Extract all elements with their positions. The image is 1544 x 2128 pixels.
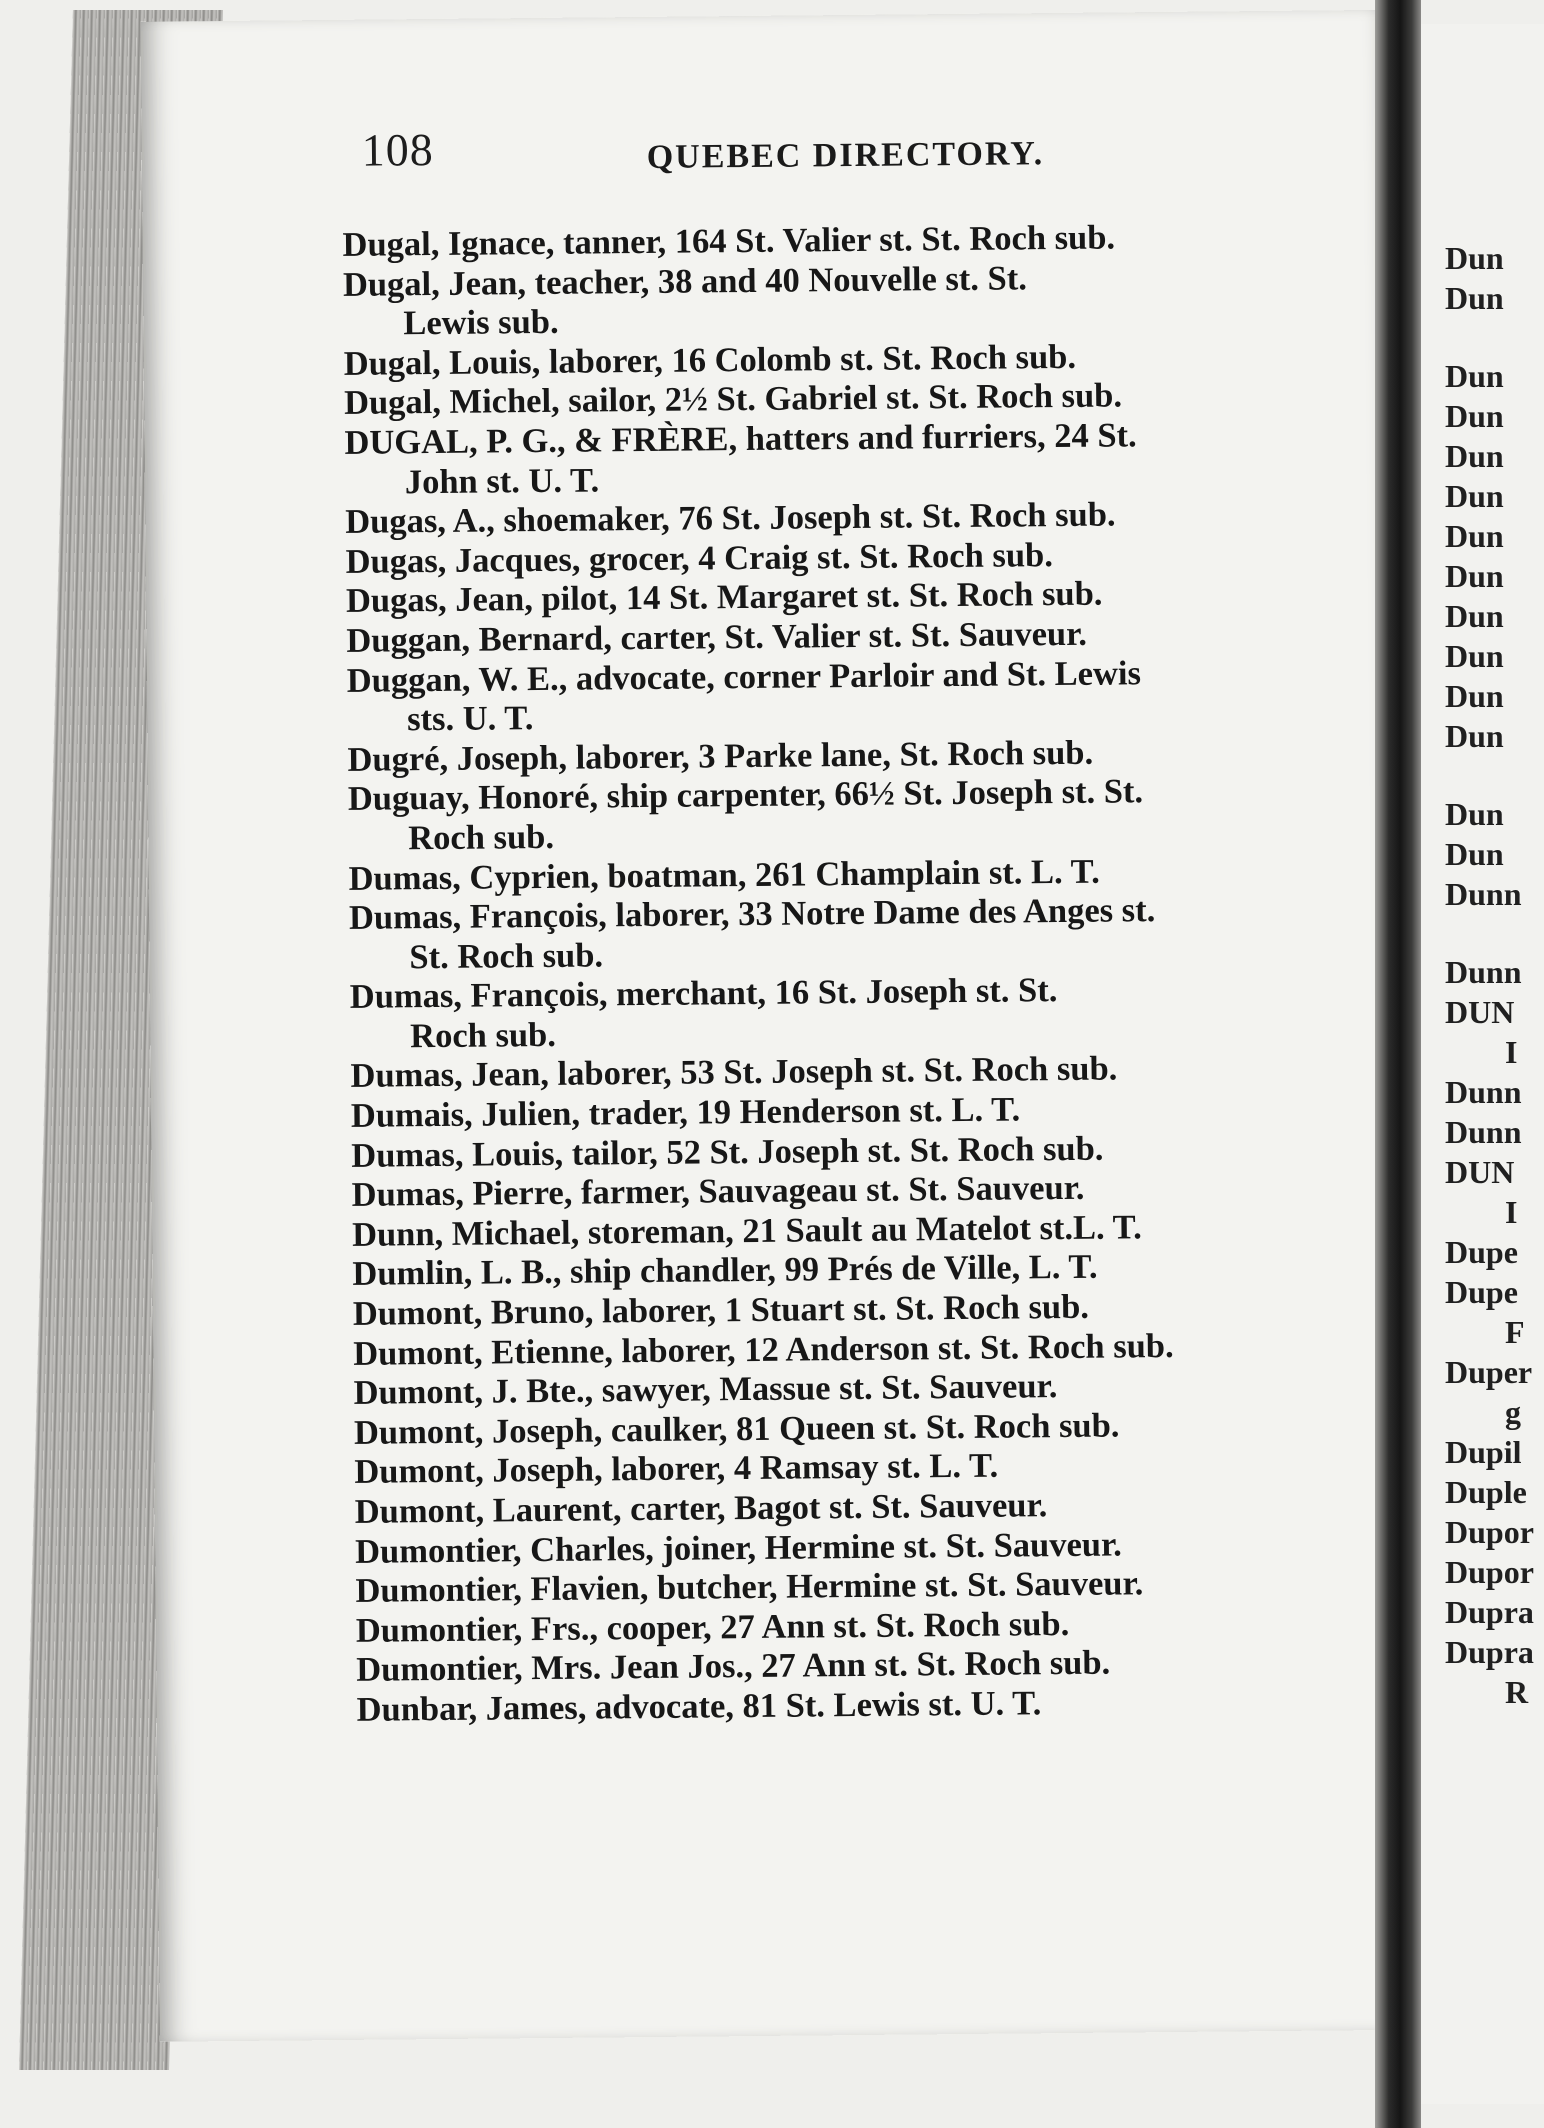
right-page-fragment: F (1505, 1314, 1525, 1350)
right-page-fragment: I (1505, 1034, 1518, 1070)
right-page (1421, 24, 1544, 2104)
right-page-fragment: Dun (1445, 638, 1504, 674)
entry-line: Dumas, Cyprien, boatman, 261 Champlain st. L. T. (348, 852, 1100, 898)
entry-line: Dumont, Joseph, caulker, 81 Queen st. St. Roch sub. (353, 1406, 1120, 1452)
right-page-fragment: DUN (1445, 1154, 1515, 1190)
right-page-fragment: Dun (1445, 398, 1504, 434)
entry-line: Dunn, Michael, storeman, 21 Sault au Matelot st.L. T. (351, 1208, 1142, 1254)
entry-line: Dumas, Pierre, farmer, Sauvageau st. St. Sauveur. (351, 1169, 1085, 1215)
right-page-fragment: Dunn (1445, 1114, 1522, 1150)
left-page (140, 10, 1404, 2042)
right-page-fragment: g (1505, 1394, 1521, 1430)
right-page-fragment: Dupor (1445, 1514, 1534, 1550)
right-page-fragment: Dun (1445, 240, 1504, 276)
entry-line: Dugal, Louis, laborer, 16 Colomb st. St. Roch sub. (343, 337, 1077, 383)
entry-line: Duggan, Bernard, carter, St. Valier st. St. Sauveur. (346, 614, 1088, 660)
entry-line: Dumont, Laurent, carter, Bagot st. St. Sauveur. (354, 1486, 1048, 1531)
right-page-fragment: Dupil (1445, 1434, 1522, 1470)
entry-line: Dugas, Jacques, grocer, 4 Craig st. St. Roch sub. (345, 535, 1054, 581)
right-page-fragment: Dupe (1445, 1274, 1518, 1310)
right-page-fragment: Dun (1445, 438, 1504, 474)
entry-continuation: Roch sub. (409, 1015, 557, 1056)
entry-continuation: Lewis sub. (403, 302, 559, 343)
entry-line: Duguay, Honoré, ship carpenter, 66½ St. Joseph st. St. (347, 772, 1144, 819)
right-page-fragment: Dun (1445, 598, 1504, 634)
right-page-fragment: Dun (1445, 558, 1504, 594)
entry-line: Dumas, François, laborer, 33 Notre Dame des Anges st. (348, 891, 1156, 937)
entry-line: Duggan, W. E., advocate, corner Parloir and St. Lewis (346, 653, 1142, 700)
entry-line: Dumlin, L. B., ship chandler, 99 Prés de Ville, L. T. (352, 1248, 1098, 1294)
right-page-fragment: Dun (1445, 518, 1504, 554)
entry-continuation: Roch sub. (408, 817, 555, 858)
right-page-fragment: R (1505, 1674, 1529, 1710)
entry-line: DUGAL, P. G., & FRÈRE, hatters and furriers, 24 St. (344, 416, 1137, 462)
right-page-fragment: Dun (1445, 678, 1504, 714)
entry-line: Dugas, Jean, pilot, 14 St. Margaret st. St. Roch sub. (345, 574, 1103, 621)
entry-line: Dugas, A., shoemaker, 76 St. Joseph st. St. Roch sub. (345, 495, 1116, 542)
right-page-fragment: DUN (1445, 994, 1515, 1030)
entry-line: Dugal, Ignace, tanner, 164 St. Valier st. St. Roch sub. (342, 218, 1116, 264)
right-page-fragment: Duper (1445, 1354, 1533, 1390)
right-page-fragment: Dupor (1445, 1554, 1534, 1590)
entry-line: Dumontier, Flavien, butcher, Hermine st. St. Sauveur. (355, 1564, 1144, 1610)
right-page-fragment: Dunn (1445, 1074, 1522, 1110)
right-page-fragment: Dun (1445, 718, 1504, 754)
right-page-fragment: Dun (1445, 836, 1504, 872)
running-head: QUEBEC DIRECTORY. (646, 135, 1045, 176)
right-page-fragment: Dun (1445, 796, 1504, 832)
page-number: 108 (361, 123, 434, 176)
entry-continuation: St. Roch sub. (409, 936, 604, 976)
entry-line: Dugré, Joseph, laborer, 3 Parke lane, St. Roch sub. (347, 733, 1094, 779)
entry-line: Dumas, François, merchant, 16 St. Joseph st. St. (349, 971, 1058, 1017)
entry-continuation: John st. U. T. (404, 460, 600, 501)
entry-line: Dumontier, Mrs. Jean Jos., 27 Ann st. St. Roch sub. (356, 1643, 1111, 1690)
entry-line: Dumont, Joseph, laborer, 4 Ramsay st. L. T. (354, 1447, 999, 1492)
entry-line: Dugal, Michel, sailor, 2½ St. Gabriel st. St. Roch sub. (343, 376, 1123, 423)
entry-line: Dumas, Louis, tailor, 52 St. Joseph st. St. Roch sub. (351, 1129, 1104, 1175)
right-page-fragment: Dupra (1445, 1634, 1534, 1670)
right-page-fragment: Dun (1445, 358, 1504, 394)
right-page-fragment: Dun (1445, 478, 1504, 514)
entry-line: Dumont, Etienne, laborer, 12 Anderson st. St. Roch sub. (353, 1326, 1174, 1373)
entry-line: Dunbar, James, advocate, 81 St. Lewis st. U. T. (356, 1684, 1042, 1729)
directory-entries (342, 218, 1177, 1730)
right-page-fragment: Dun (1445, 280, 1504, 316)
right-page-fragment: Duple (1445, 1474, 1527, 1510)
entry-line: Dumais, Julien, trader, 19 Henderson st. L. T. (350, 1090, 1021, 1135)
entry-line: Dumas, Jean, laborer, 53 St. Joseph st. St. Roch sub. (350, 1049, 1118, 1096)
entry-line: Dumont, J. Bte., sawyer, Massue st. St. Sauveur. (353, 1367, 1058, 1413)
right-page-fragment: Dunn (1445, 954, 1522, 990)
right-page-fragment: I (1505, 1194, 1518, 1230)
entry-line: Dumont, Bruno, laborer, 1 Stuart st. St. Roch sub. (352, 1287, 1090, 1333)
right-page-fragment: Dupra (1445, 1594, 1534, 1630)
entry-line: Dumontier, Frs., cooper, 27 Ann st. St. Roch sub. (355, 1604, 1070, 1650)
right-page-fragment: Dupe (1445, 1234, 1518, 1270)
entry-line: Dugal, Jean, teacher, 38 and 40 Nouvelle st. St. (342, 258, 1028, 304)
right-page-fragment: Dunn (1445, 876, 1522, 912)
entry-line: Dumontier, Charles, joiner, Hermine st. St. Sauveur. (354, 1525, 1122, 1571)
entry-continuation: sts. U. T. (406, 699, 534, 739)
book-gutter (1375, 0, 1421, 2128)
